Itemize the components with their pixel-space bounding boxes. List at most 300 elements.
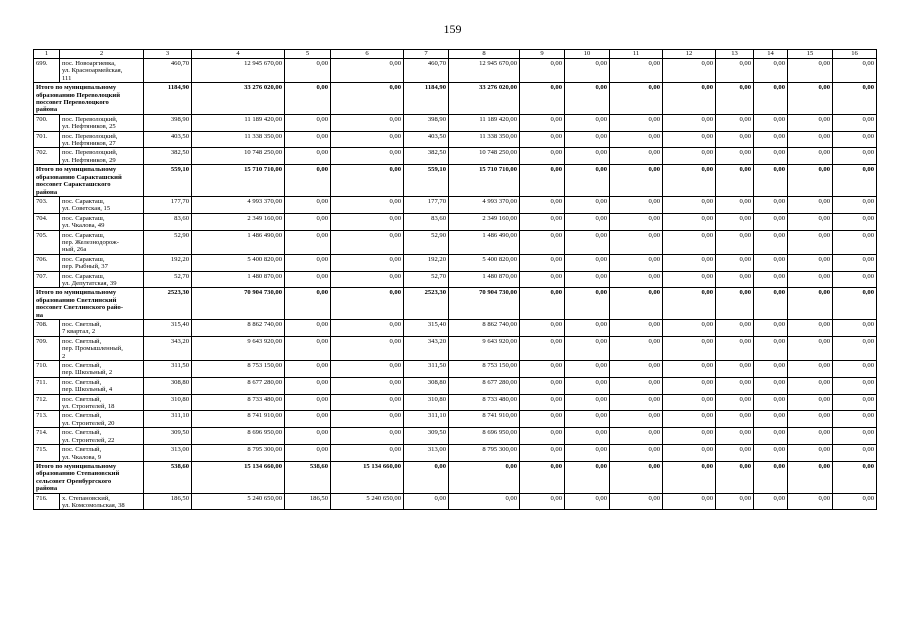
value-cell: 0,00	[331, 254, 404, 271]
address-line: Итого по муниципальному	[36, 462, 117, 470]
value-cell: 0,00	[565, 320, 610, 337]
value-cell: 308,80	[144, 377, 192, 394]
value-cell: 2523,30	[404, 288, 449, 320]
value-cell: 0,00	[610, 271, 663, 288]
value-cell: 0,00	[663, 445, 716, 462]
value-cell: 1 486 490,00	[449, 230, 520, 254]
value-cell: 0,00	[833, 131, 877, 148]
column-number: 13	[716, 50, 754, 59]
column-number: 10	[565, 50, 610, 59]
value-cell: 0,00	[520, 377, 565, 394]
column-number: 12	[663, 50, 716, 59]
value-cell: 5 240 650,00	[192, 493, 285, 510]
value-cell: 0,00	[520, 213, 565, 230]
value-cell: 0,00	[610, 131, 663, 148]
value-cell: 0,00	[663, 461, 716, 493]
value-cell: 0,00	[788, 271, 833, 288]
value-cell: 313,00	[404, 445, 449, 462]
value-cell: 0,00	[565, 411, 610, 428]
table-row	[34, 114, 877, 131]
address-cell	[60, 394, 144, 411]
value-cell: 0,00	[754, 254, 788, 271]
value-cell: 0,00	[754, 320, 788, 337]
value-cell: 0,00	[754, 493, 788, 510]
value-cell: 398,90	[404, 114, 449, 131]
value-cell: 0,00	[788, 377, 833, 394]
value-cell: 0,00	[610, 320, 663, 337]
value-cell: 0,00	[833, 361, 877, 378]
value-cell: 559,10	[144, 165, 192, 197]
value-cell: 2 349 160,00	[192, 213, 285, 230]
value-cell: 403,50	[144, 131, 192, 148]
value-cell: 0,00	[565, 114, 610, 131]
value-cell: 311,50	[404, 361, 449, 378]
value-cell: 0,00	[565, 336, 610, 360]
address-line: пос. Переволоцкий,	[62, 132, 118, 140]
value-cell: 0,00	[833, 196, 877, 213]
value-cell: 11 338 350,00	[192, 131, 285, 148]
value-cell: 4 993 370,00	[192, 196, 285, 213]
value-cell: 0,00	[663, 59, 716, 83]
row-number-cell: 707.	[34, 271, 60, 288]
value-cell: 0,00	[754, 361, 788, 378]
value-cell: 11 189 420,00	[449, 114, 520, 131]
value-cell: 0,00	[663, 271, 716, 288]
table-row	[34, 131, 877, 148]
value-cell: 0,00	[520, 165, 565, 197]
value-cell: 0,00	[565, 59, 610, 83]
subtotal-row	[34, 461, 877, 493]
value-cell: 0,00	[833, 377, 877, 394]
value-cell: 0,00	[788, 336, 833, 360]
value-cell: 0,00	[833, 428, 877, 445]
address-line: пер. Школьный, 2	[62, 369, 113, 377]
value-cell: 0,00	[331, 131, 404, 148]
value-cell: 0,00	[565, 361, 610, 378]
value-cell: 0,00	[716, 493, 754, 510]
address-line: 111	[62, 74, 72, 82]
value-cell: 0,00	[331, 114, 404, 131]
address-line: ный, 26а	[62, 246, 87, 254]
value-cell: 0,00	[716, 361, 754, 378]
value-cell: 0,00	[565, 493, 610, 510]
address-line: ул. Нефтяников, 27	[62, 140, 116, 148]
value-cell: 0,00	[565, 288, 610, 320]
value-cell: 0,00	[663, 411, 716, 428]
value-cell: 382,50	[144, 148, 192, 165]
value-cell: 0,00	[565, 271, 610, 288]
value-cell: 0,00	[404, 461, 449, 493]
value-cell: 343,20	[404, 336, 449, 360]
value-cell: 0,00	[610, 196, 663, 213]
value-cell: 0,00	[520, 271, 565, 288]
value-cell: 8 862 740,00	[192, 320, 285, 337]
table-row	[34, 254, 877, 271]
value-cell: 0,00	[331, 83, 404, 115]
value-cell: 382,50	[404, 148, 449, 165]
value-cell: 0,00	[833, 165, 877, 197]
address-line: пос. Саракташ,	[62, 255, 105, 263]
table-row	[34, 196, 877, 213]
value-cell: 311,10	[404, 411, 449, 428]
value-cell: 0,00	[331, 336, 404, 360]
address-line: пос. Саракташ,	[62, 231, 105, 239]
row-number-cell: 716.	[34, 493, 60, 510]
value-cell: 0,00	[331, 59, 404, 83]
value-cell: 0,00	[788, 361, 833, 378]
column-number: 1	[34, 50, 60, 59]
value-cell: 0,00	[520, 288, 565, 320]
value-cell: 0,00	[610, 148, 663, 165]
value-cell: 8 753 150,00	[192, 361, 285, 378]
address-line: Итого по муниципальному	[36, 289, 117, 297]
value-cell: 0,00	[565, 254, 610, 271]
value-cell: 192,20	[404, 254, 449, 271]
value-cell: 0,00	[663, 230, 716, 254]
column-number: 15	[788, 50, 833, 59]
address-line: ул. Чкалова, 49	[62, 222, 105, 230]
value-cell: 0,00	[285, 288, 331, 320]
value-cell: 0,00	[565, 428, 610, 445]
address-cell	[60, 59, 144, 83]
value-cell: 177,70	[404, 196, 449, 213]
value-cell: 0,00	[610, 493, 663, 510]
value-cell: 0,00	[331, 394, 404, 411]
value-cell: 0,00	[833, 83, 877, 115]
value-cell: 0,00	[833, 320, 877, 337]
value-cell: 0,00	[610, 114, 663, 131]
value-cell: 5 240 650,00	[331, 493, 404, 510]
value-cell: 8 696 950,00	[449, 428, 520, 445]
column-number: 16	[833, 50, 877, 59]
value-cell: 310,80	[404, 394, 449, 411]
subtotal-label-cell	[34, 288, 144, 320]
address-line: пос. Светлый,	[62, 362, 102, 370]
value-cell: 309,50	[144, 428, 192, 445]
value-cell: 0,00	[610, 428, 663, 445]
row-number-cell: 710.	[34, 361, 60, 378]
value-cell: 5 400 820,00	[449, 254, 520, 271]
value-cell: 0,00	[754, 271, 788, 288]
value-cell: 1184,90	[144, 83, 192, 115]
address-line: 7 квартал, 2	[62, 328, 96, 336]
value-cell: 0,00	[663, 165, 716, 197]
value-cell: 0,00	[285, 377, 331, 394]
value-cell: 0,00	[565, 394, 610, 411]
address-line: пер. Школьный, 4	[62, 386, 113, 394]
value-cell: 0,00	[788, 230, 833, 254]
value-cell: 0,00	[610, 254, 663, 271]
address-line: ул. Красноармейская,	[62, 67, 123, 75]
value-cell: 192,20	[144, 254, 192, 271]
value-cell: 1184,90	[404, 83, 449, 115]
value-cell: 0,00	[716, 59, 754, 83]
address-line: пер. Промышленный,	[62, 345, 123, 353]
value-cell: 0,00	[788, 114, 833, 131]
value-cell: 0,00	[716, 336, 754, 360]
value-cell: 12 945 670,00	[192, 59, 285, 83]
value-cell: 11 338 350,00	[449, 131, 520, 148]
value-cell: 8 733 480,00	[192, 394, 285, 411]
value-cell: 0,00	[404, 493, 449, 510]
value-cell: 0,00	[285, 411, 331, 428]
value-cell: 0,00	[610, 59, 663, 83]
value-cell: 0,00	[663, 114, 716, 131]
address-cell	[60, 254, 144, 271]
address-line: района	[36, 106, 58, 114]
value-cell: 0,00	[565, 196, 610, 213]
value-cell: 15 134 660,00	[192, 461, 285, 493]
value-cell: 0,00	[610, 411, 663, 428]
value-cell: 0,00	[285, 165, 331, 197]
value-cell: 0,00	[331, 288, 404, 320]
row-number-cell: 701.	[34, 131, 60, 148]
value-cell: 0,00	[285, 131, 331, 148]
value-cell: 0,00	[285, 213, 331, 230]
row-number-cell: 702.	[34, 148, 60, 165]
address-line: пос. Светлый,	[62, 395, 102, 403]
value-cell: 0,00	[565, 213, 610, 230]
value-cell: 0,00	[788, 254, 833, 271]
value-cell: 0,00	[754, 165, 788, 197]
value-cell: 8 795 300,00	[192, 445, 285, 462]
value-cell: 8 741 910,00	[449, 411, 520, 428]
value-cell: 0,00	[285, 148, 331, 165]
value-cell: 538,60	[285, 461, 331, 493]
address-line: образованию Саракташский	[36, 173, 122, 181]
table-row	[34, 336, 877, 360]
value-cell: 186,50	[285, 493, 331, 510]
value-cell: 0,00	[716, 83, 754, 115]
subtotal-row	[34, 83, 877, 115]
value-cell: 0,00	[331, 213, 404, 230]
row-number-cell: 711.	[34, 377, 60, 394]
value-cell: 1 480 870,00	[449, 271, 520, 288]
value-cell: 0,00	[610, 336, 663, 360]
value-cell: 0,00	[663, 320, 716, 337]
value-cell: 0,00	[833, 148, 877, 165]
address-line: пер. Железнодорож-	[62, 238, 119, 246]
value-cell: 0,00	[285, 361, 331, 378]
value-cell: 83,60	[144, 213, 192, 230]
address-line: пос. Светлый,	[62, 321, 102, 328]
value-cell: 0,00	[610, 461, 663, 493]
address-cell	[60, 114, 144, 131]
value-cell: 0,00	[610, 377, 663, 394]
value-cell: 0,00	[833, 114, 877, 131]
value-cell: 0,00	[833, 493, 877, 510]
table-row	[34, 361, 877, 378]
address-line: образованию Светлинский	[36, 296, 117, 304]
value-cell: 83,60	[404, 213, 449, 230]
value-cell: 0,00	[610, 361, 663, 378]
column-number: 14	[754, 50, 788, 59]
value-cell: 0,00	[663, 148, 716, 165]
value-cell: 0,00	[754, 131, 788, 148]
value-cell: 0,00	[788, 148, 833, 165]
value-cell: 0,00	[833, 336, 877, 360]
value-cell: 0,00	[754, 428, 788, 445]
value-cell: 0,00	[754, 230, 788, 254]
value-cell: 0,00	[754, 196, 788, 213]
value-cell: 12 945 670,00	[449, 59, 520, 83]
row-number-cell: 705.	[34, 230, 60, 254]
value-cell: 0,00	[833, 59, 877, 83]
value-cell: 0,00	[754, 377, 788, 394]
value-cell: 0,00	[663, 428, 716, 445]
value-cell: 0,00	[788, 320, 833, 337]
value-cell: 0,00	[716, 461, 754, 493]
address-cell	[60, 377, 144, 394]
address-line: ул. Комсомольская, 38	[62, 501, 125, 509]
value-cell: 8 696 950,00	[192, 428, 285, 445]
address-line: х. Степановский,	[62, 494, 110, 502]
value-cell: 0,00	[331, 196, 404, 213]
value-cell: 9 643 920,00	[449, 336, 520, 360]
value-cell: 0,00	[565, 83, 610, 115]
value-cell: 0,00	[716, 320, 754, 337]
value-cell: 15 710 710,00	[449, 165, 520, 197]
value-cell: 0,00	[663, 394, 716, 411]
address-cell	[60, 361, 144, 378]
value-cell: 0,00	[754, 213, 788, 230]
value-cell: 70 904 730,00	[449, 288, 520, 320]
value-cell: 0,00	[331, 165, 404, 197]
value-cell: 343,20	[144, 336, 192, 360]
value-cell: 0,00	[754, 148, 788, 165]
value-cell: 0,00	[565, 230, 610, 254]
address-cell	[60, 271, 144, 288]
value-cell: 0,00	[520, 59, 565, 83]
table-row	[34, 377, 877, 394]
value-cell: 0,00	[520, 196, 565, 213]
value-cell: 0,00	[520, 428, 565, 445]
value-cell: 9 643 920,00	[192, 336, 285, 360]
value-cell: 0,00	[331, 320, 404, 337]
value-cell: 177,70	[144, 196, 192, 213]
address-line: поссовет Саракташского	[36, 181, 111, 189]
value-cell: 52,90	[404, 230, 449, 254]
value-cell: 0,00	[788, 493, 833, 510]
value-cell: 33 276 020,00	[449, 83, 520, 115]
address-cell	[60, 428, 144, 445]
table-row	[34, 411, 877, 428]
value-cell: 0,00	[520, 320, 565, 337]
value-cell: 0,00	[331, 230, 404, 254]
value-cell: 0,00	[565, 461, 610, 493]
value-cell: 1 486 490,00	[192, 230, 285, 254]
value-cell: 0,00	[565, 445, 610, 462]
page-number: 159	[443, 22, 462, 36]
value-cell: 0,00	[788, 461, 833, 493]
value-cell: 0,00	[833, 213, 877, 230]
value-cell: 0,00	[285, 196, 331, 213]
value-cell: 0,00	[520, 254, 565, 271]
address-line: образованию Степановский	[36, 470, 120, 478]
value-cell: 0,00	[520, 493, 565, 510]
value-cell: 0,00	[663, 361, 716, 378]
value-cell: 308,80	[404, 377, 449, 394]
value-cell: 0,00	[331, 271, 404, 288]
value-cell: 0,00	[449, 461, 520, 493]
address-line: пос. Саракташ,	[62, 272, 105, 280]
value-cell: 0,00	[716, 428, 754, 445]
subtotal-row	[34, 165, 877, 197]
address-line: пер. Рыбный, 37	[62, 263, 108, 271]
value-cell: 0,00	[520, 461, 565, 493]
subtotal-label-cell	[34, 83, 144, 115]
address-line: 2	[62, 352, 66, 360]
address-cell	[60, 230, 144, 254]
table-row	[34, 271, 877, 288]
value-cell: 15 710 710,00	[192, 165, 285, 197]
address-line: Итого по муниципальному	[36, 166, 117, 174]
column-number: 7	[404, 50, 449, 59]
value-cell: 5 400 820,00	[192, 254, 285, 271]
value-cell: 0,00	[754, 83, 788, 115]
value-cell: 0,00	[520, 230, 565, 254]
column-number: 3	[144, 50, 192, 59]
value-cell: 0,00	[331, 361, 404, 378]
value-cell: 0,00	[716, 288, 754, 320]
value-cell: 8 741 910,00	[192, 411, 285, 428]
row-number-cell: 704.	[34, 213, 60, 230]
row-number-cell: 713.	[34, 411, 60, 428]
value-cell: 0,00	[788, 131, 833, 148]
value-cell: 403,50	[404, 131, 449, 148]
value-cell: 0,00	[520, 411, 565, 428]
value-cell: 0,00	[788, 213, 833, 230]
address-line: района	[36, 188, 58, 196]
value-cell: 0,00	[716, 377, 754, 394]
address-cell	[60, 148, 144, 165]
value-cell: 0,00	[716, 230, 754, 254]
address-cell	[60, 213, 144, 230]
address-line: пос. Светлый,	[62, 378, 102, 386]
row-number-cell: 706.	[34, 254, 60, 271]
address-line: пос. Переволоцкий,	[62, 115, 118, 123]
address-line: ул. Депутатская, 39	[62, 279, 117, 287]
value-cell: 10 748 250,00	[192, 148, 285, 165]
value-cell: 0,00	[610, 213, 663, 230]
value-cell: 33 276 020,00	[192, 83, 285, 115]
value-cell: 0,00	[610, 445, 663, 462]
value-cell: 0,00	[610, 83, 663, 115]
address-line: пос. Переволоцкий,	[62, 149, 118, 157]
value-cell: 0,00	[788, 411, 833, 428]
value-cell: 0,00	[716, 131, 754, 148]
value-cell: 0,00	[754, 394, 788, 411]
address-cell	[60, 320, 144, 337]
value-cell: 0,00	[285, 394, 331, 411]
value-cell: 0,00	[663, 213, 716, 230]
value-cell: 0,00	[663, 196, 716, 213]
address-line: пос. Светлый,	[62, 412, 102, 420]
value-cell: 0,00	[754, 59, 788, 83]
value-cell: 0,00	[285, 254, 331, 271]
value-cell: 1 480 870,00	[192, 271, 285, 288]
value-cell: 0,00	[520, 114, 565, 131]
address-line: пос. Новоаргиевка,	[62, 60, 116, 67]
value-cell: 0,00	[788, 445, 833, 462]
address-line: ул. Нефтяников, 29	[62, 156, 116, 164]
value-cell: 309,50	[404, 428, 449, 445]
value-cell: 0,00	[716, 196, 754, 213]
value-cell: 0,00	[285, 230, 331, 254]
value-cell: 0,00	[788, 165, 833, 197]
value-cell: 460,70	[144, 59, 192, 83]
value-cell: 0,00	[520, 445, 565, 462]
